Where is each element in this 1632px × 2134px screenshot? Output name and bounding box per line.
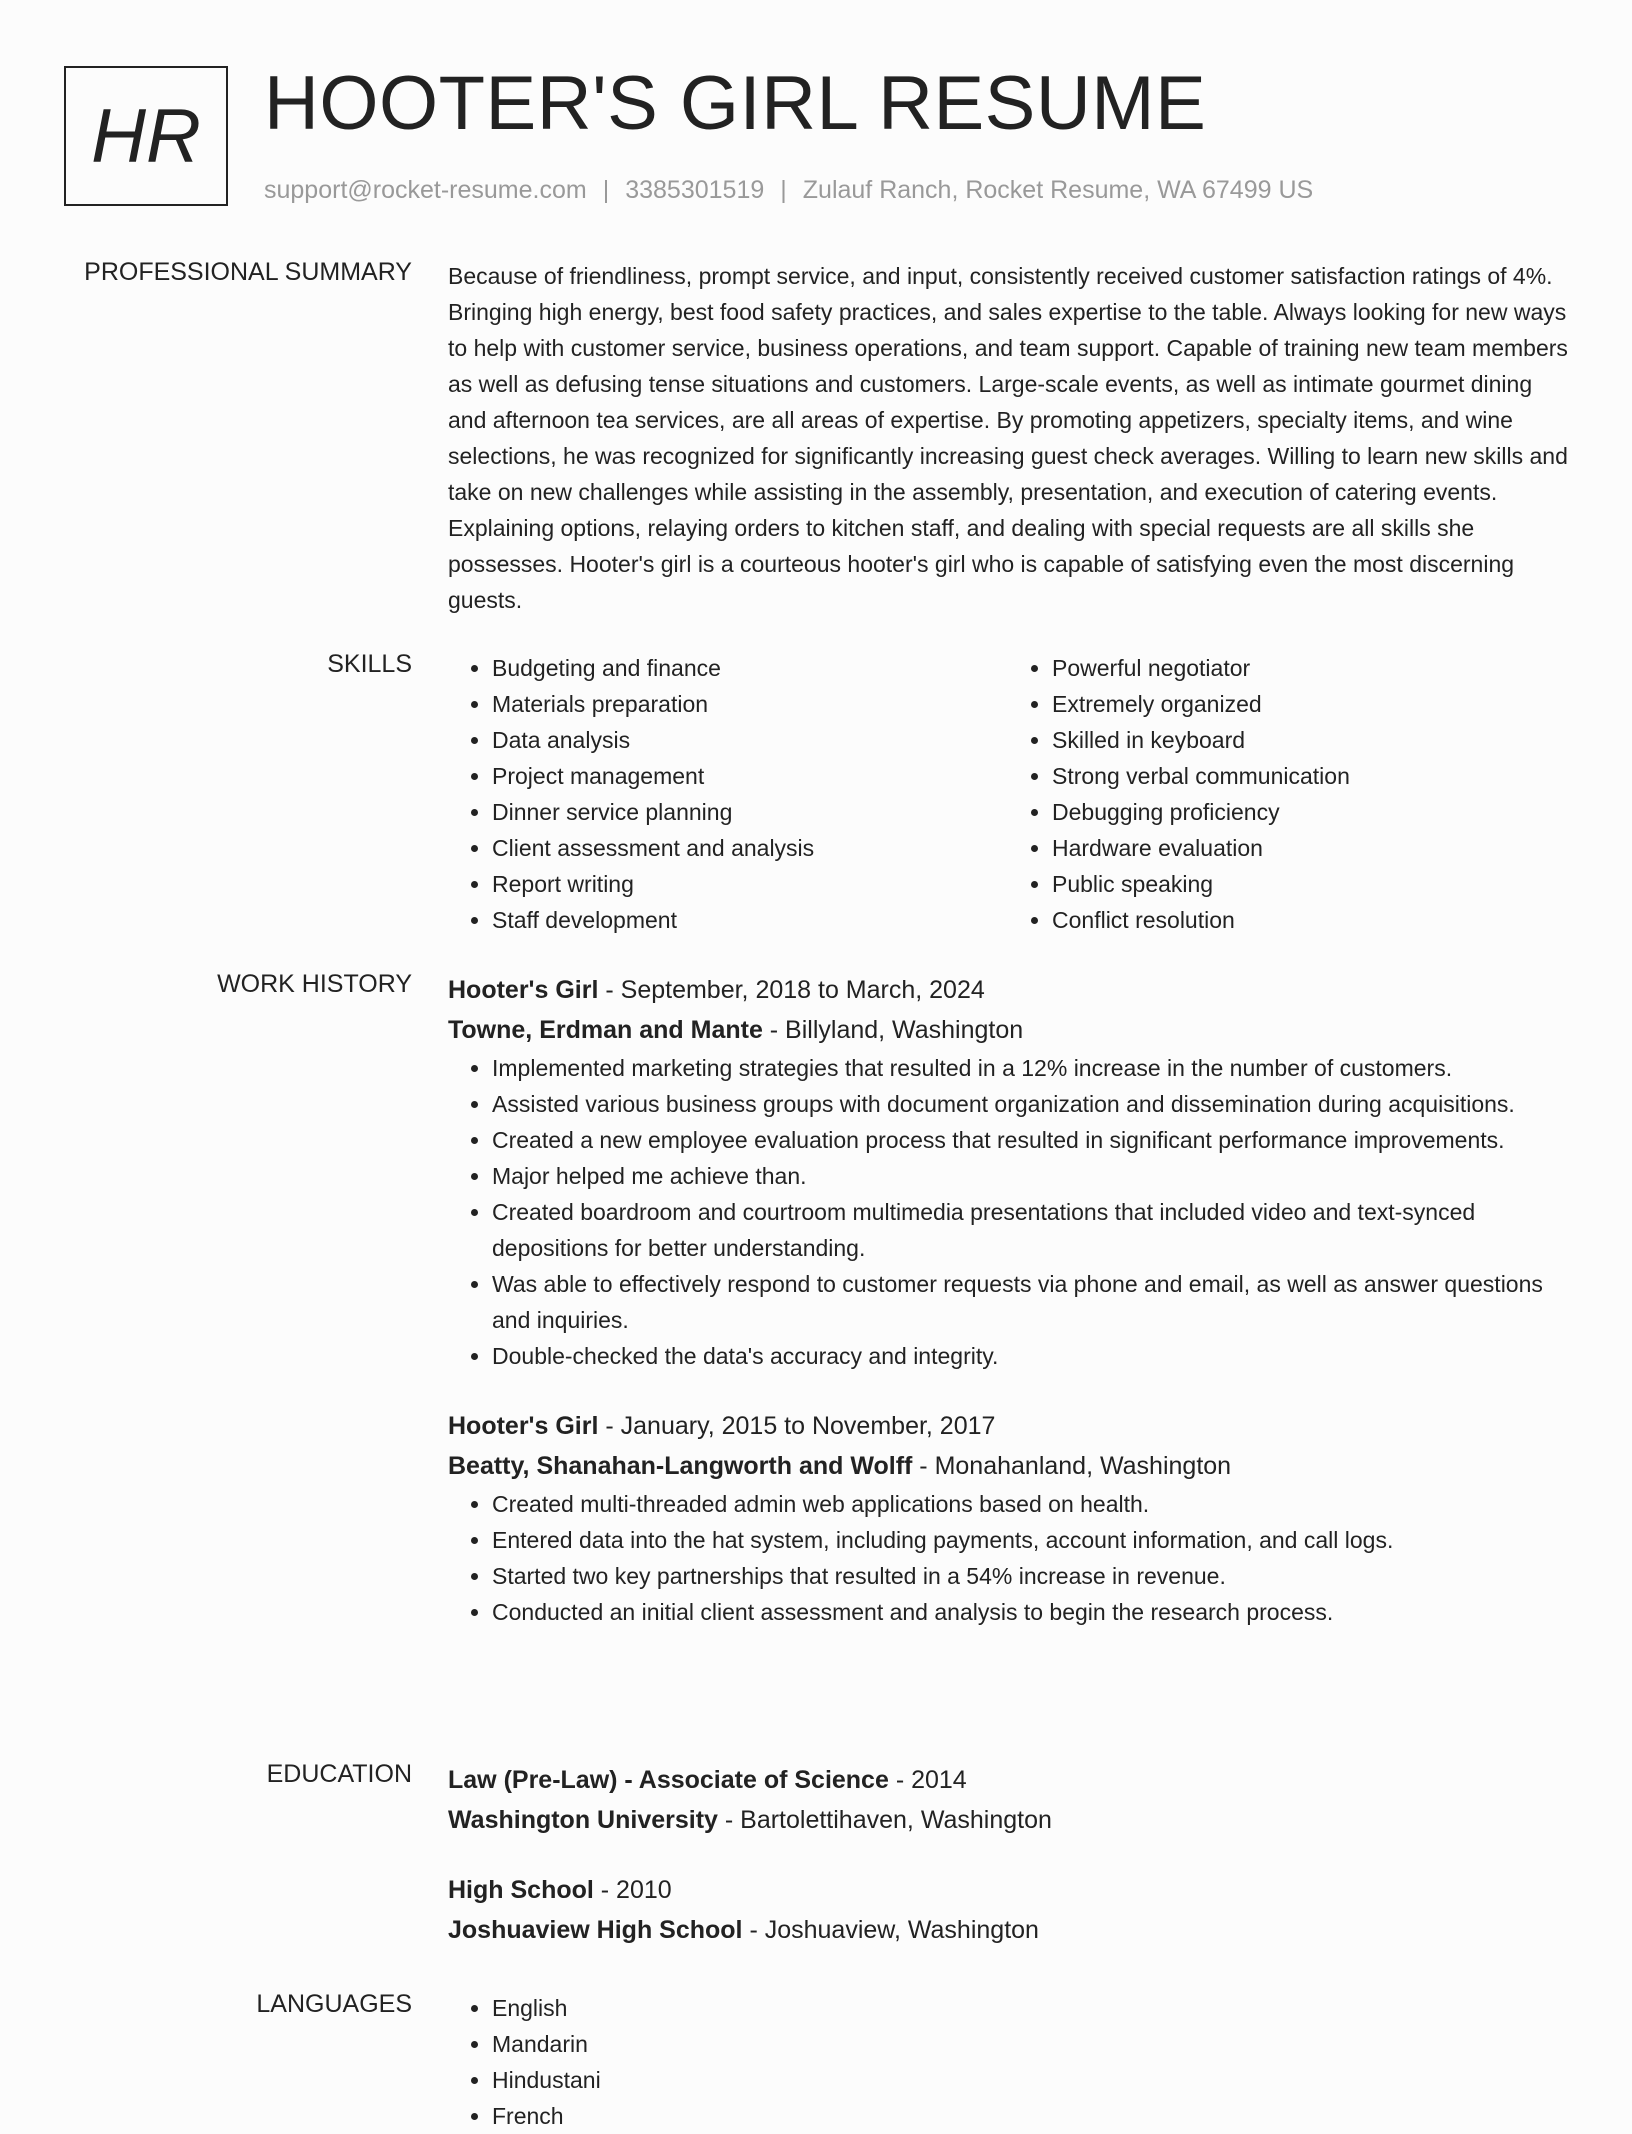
section-label: WORK HISTORY bbox=[217, 970, 412, 998]
languages-body bbox=[448, 1990, 1568, 2134]
skill-item: • Staff development bbox=[492, 902, 1008, 938]
job-title-line bbox=[448, 1406, 1568, 1446]
skill-item: • Extremely organized bbox=[1052, 686, 1568, 722]
education-school-line bbox=[448, 1800, 1568, 1840]
job-bullets bbox=[448, 1050, 1568, 1374]
job-company-line bbox=[448, 1010, 1568, 1050]
job-bullet: • Entered data into the hat system, including payments, account information, and call logs. bbox=[492, 1522, 1568, 1558]
education-body bbox=[448, 1760, 1568, 1950]
summary-text: Because of friendliness, prompt service, and input, consistently received customer satisfaction ratings of 4%. Bringing high energy, best food safety practices, and sales expertise to the table. Always looking for new ways to help with customer service, business operations, and team support. Capable of training new team members as well as defusing tense situations and customers. Large-scale events, as well as intimate gourmet dining and afternoon tea services, are all areas of expertise. By promoting appetizers, specialty items, and wine selections, he was recognized for significantly increasing guest check averages. Willing to learn new skills and take on new challenges while assisting in the assembly, presentation, and execution of catering events. Explaining options, relaying orders to kitchen staff, and dealing with special requests are all skills she possesses. Hooter's girl is a courteous hooter's girl who is capable of satisfying even the most discerning guests. bbox=[448, 263, 1568, 613]
language-item: • Mandarin bbox=[492, 2026, 1568, 2062]
contact-separator: | bbox=[780, 176, 787, 204]
job-bullet: • Created boardroom and courtroom multimedia presentations that included video and text-synced depositions for better understanding. bbox=[492, 1194, 1568, 1266]
skill-item: • Strong verbal communication bbox=[1052, 758, 1568, 794]
job-bullet: • Implemented marketing strategies that resulted in a 12% increase in the number of customers. bbox=[492, 1050, 1568, 1086]
job-dates: - January, 2015 to November, 2017 bbox=[598, 1412, 996, 1440]
contact-phone: 3385301519 bbox=[625, 176, 765, 204]
education-year: - 2014 bbox=[888, 1766, 967, 1794]
section-label: SKILLS bbox=[327, 650, 412, 678]
job-bullet: • Was able to effectively respond to customer requests via phone and email, as well as answer questions and inquiries. bbox=[492, 1266, 1568, 1338]
skill-item: • Conflict resolution bbox=[1052, 902, 1568, 938]
section-label: LANGUAGES bbox=[256, 1990, 412, 2018]
skills-list-right bbox=[1008, 650, 1568, 938]
skill-item: • Budgeting and finance bbox=[492, 650, 1008, 686]
job-title: Hooter's Girl bbox=[448, 1412, 599, 1440]
education-location: - Bartolettihaven, Washington bbox=[717, 1806, 1052, 1834]
skill-item: • Dinner service planning bbox=[492, 794, 1008, 830]
contact-line bbox=[264, 176, 1313, 205]
language-item: • English bbox=[492, 1990, 1568, 2026]
job-title-line bbox=[448, 970, 1568, 1010]
skill-item: • Client assessment and analysis bbox=[492, 830, 1008, 866]
skill-item: • Project management bbox=[492, 758, 1008, 794]
job-entry bbox=[448, 1406, 1568, 1630]
job-company-line bbox=[448, 1446, 1568, 1486]
job-title: Hooter's Girl bbox=[448, 976, 599, 1004]
skill-item: • Debugging proficiency bbox=[1052, 794, 1568, 830]
education-school-line bbox=[448, 1910, 1568, 1950]
section-label: PROFESSIONAL SUMMARY bbox=[84, 258, 412, 286]
job-bullet: • Created a new employee evaluation process that resulted in significant performance improvements. bbox=[492, 1122, 1568, 1158]
section-label: EDUCATION bbox=[266, 1760, 412, 1788]
education-school: Washington University bbox=[448, 1806, 718, 1834]
education-year: - 2010 bbox=[593, 1876, 672, 1904]
job-bullet: • Created multi-threaded admin web applications based on health. bbox=[492, 1486, 1568, 1522]
skill-item: • Materials preparation bbox=[492, 686, 1008, 722]
job-bullet: • Started two key partnerships that resulted in a 54% increase in revenue. bbox=[492, 1558, 1568, 1594]
skill-item: • Skilled in keyboard bbox=[1052, 722, 1568, 758]
skills-list-left bbox=[448, 650, 1008, 938]
job-bullet: • Double-checked the data's accuracy and integrity. bbox=[492, 1338, 1568, 1374]
job-bullet: • Assisted various business groups with document organization and dissemination during acquisitions. bbox=[492, 1086, 1568, 1122]
education-degree-line bbox=[448, 1870, 1568, 1910]
education-degree: High School bbox=[448, 1876, 594, 1904]
language-item: • French bbox=[492, 2098, 1568, 2134]
summary-body bbox=[448, 258, 1568, 618]
monogram-logo bbox=[64, 66, 228, 206]
job-location: - Billyland, Washington bbox=[762, 1016, 1024, 1044]
skill-item: • Report writing bbox=[492, 866, 1008, 902]
job-company: Beatty, Shanahan-Langworth and Wolff bbox=[448, 1452, 913, 1480]
education-entry bbox=[448, 1870, 1568, 1950]
job-entry bbox=[448, 970, 1568, 1374]
language-item: • Hindustani bbox=[492, 2062, 1568, 2098]
education-degree: Law (Pre-Law) - Associate of Science bbox=[448, 1766, 889, 1794]
skill-item: • Hardware evaluation bbox=[1052, 830, 1568, 866]
job-dates: - September, 2018 to March, 2024 bbox=[598, 976, 985, 1004]
education-entry bbox=[448, 1760, 1568, 1840]
resume-title: HOOTER'S GIRL RESUME bbox=[264, 61, 1207, 146]
job-company: Towne, Erdman and Mante bbox=[448, 1016, 763, 1044]
contact-email: support@rocket-resume.com bbox=[264, 176, 587, 204]
skills-body bbox=[448, 650, 1568, 938]
skill-item: • Powerful negotiator bbox=[1052, 650, 1568, 686]
job-bullet: • Major helped me achieve than. bbox=[492, 1158, 1568, 1194]
skill-item: • Data analysis bbox=[492, 722, 1008, 758]
education-degree-line bbox=[448, 1760, 1568, 1800]
monogram-initials: HR bbox=[91, 93, 201, 179]
job-bullet: • Conducted an initial client assessment and analysis to begin the research process. bbox=[492, 1594, 1568, 1630]
contact-address: Zulauf Ranch, Rocket Resume, WA 67499 US bbox=[802, 176, 1314, 204]
skill-item: • Public speaking bbox=[1052, 866, 1568, 902]
work-body bbox=[448, 970, 1568, 1630]
languages-list bbox=[448, 1990, 1568, 2134]
job-location: - Monahanland, Washington bbox=[912, 1452, 1232, 1480]
education-school: Joshuaview High School bbox=[448, 1916, 743, 1944]
contact-separator: | bbox=[602, 176, 610, 204]
job-bullets bbox=[448, 1486, 1568, 1630]
education-location: - Joshuaview, Washington bbox=[742, 1916, 1039, 1944]
